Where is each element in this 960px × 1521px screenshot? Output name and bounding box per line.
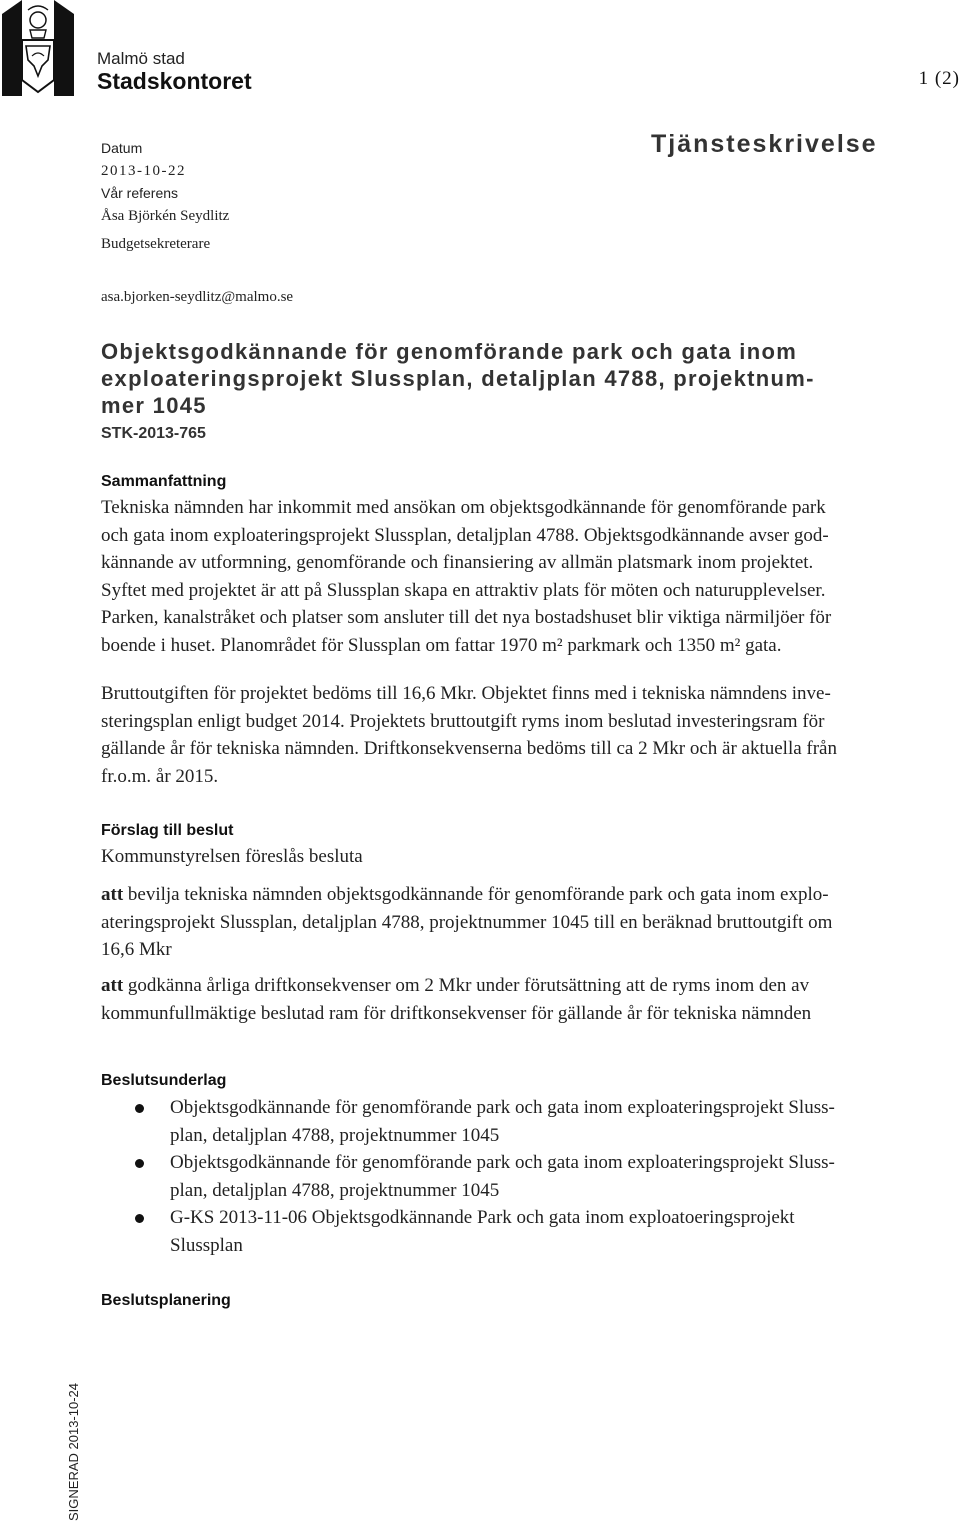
bullet-icon <box>135 1104 144 1113</box>
text-line: Bruttoutgiften för projektet bedöms till 16,6 Mkr. Objektet finns med i tekniska nämndens inve- <box>101 683 831 704</box>
text-line <box>101 972 960 1000</box>
date-value: 2013-10-22 <box>101 163 186 179</box>
reference-name: Åsa Björkén Seydlitz <box>101 208 230 224</box>
text-line <box>101 881 960 909</box>
text-line: Parken, kanalstråket och platser som ansluter till det nya bostadshuset blir viktiga närmiljöer för <box>101 607 832 628</box>
text-line: och gata inom exploateringsprojekt Slussplan, detaljplan 4788. Objektsgodkännande avser god- <box>101 524 829 546</box>
document-title <box>101 338 871 419</box>
title-line: Objektsgodkännande för genomförande park och gata inom <box>101 339 798 364</box>
malmo-crest-logo <box>2 0 74 96</box>
text-line: steringsplan enligt budget 2014. Projektets bruttoutgift ryms inom beslutad investeringsram för <box>101 710 825 732</box>
text-line: boende i huset. Planområdet för Slussplan om fattar 1970 m² parkmark och 1350 m² gata. <box>101 634 782 656</box>
list-item <box>101 1094 960 1149</box>
title-line: mer 1045 <box>101 393 207 418</box>
text-run: bevilja tekniska nämnden objektsgodkännande för genomförande park och gata inom explo- <box>123 884 829 905</box>
summary-paragraph-2 <box>101 680 960 790</box>
proposal-item-1 <box>101 881 960 964</box>
att-keyword: att <box>101 884 124 905</box>
text-line: kännande av utformning, genomförande och finansiering av allmän platsmark inom projektet. <box>101 552 814 573</box>
organization-unit: Stadskontoret <box>97 68 252 94</box>
case-number: STK-2013-765 <box>101 425 206 442</box>
proposal-heading: Förslag till beslut <box>101 822 234 839</box>
text-line: Slussplan <box>170 1234 243 1256</box>
text-line: gällande år för tekniska nämnden. Driftkonsekvenserna bedöms till ca 2 Mkr och är aktuella från <box>101 738 837 759</box>
text-line: fr.o.m. år 2015. <box>101 765 219 787</box>
planning-heading: Beslutsplanering <box>101 1292 231 1309</box>
text-line: Objektsgodkännande för genomförande park och gata inom exploateringsprojekt Sluss- <box>170 1097 835 1118</box>
text-line: Syftet med projektet är att på Slussplan skapa en attraktiv plats för möten och naturupplevelser. <box>101 579 826 601</box>
date-label: Datum <box>101 140 143 156</box>
reference-role: Budgetsekreterare <box>101 236 211 252</box>
summary-paragraph-1 <box>101 494 960 659</box>
basis-list <box>101 1094 960 1259</box>
text-line: G-KS 2013-11-06 Objektsgodkännande Park och gata inom exploatoeringsprojekt <box>170 1207 795 1228</box>
basis-heading: Beslutsunderlag <box>101 1072 227 1089</box>
list-item <box>101 1149 960 1204</box>
title-line: exploateringsprojekt Slussplan, detaljplan 4788, projektnum- <box>101 366 815 391</box>
page-number: 1 (2) <box>918 68 960 89</box>
text-line: kommunfullmäktige beslutad ram för driftkonsekvenser för gällande år för tekniska nämnden <box>101 1002 812 1024</box>
text-run: godkänna årliga driftkonsekvenser om 2 Mkr under förutsättning att de ryms inom den av <box>123 975 810 996</box>
text-line: Objektsgodkännande för genomförande park och gata inom exploateringsprojekt Sluss- <box>170 1152 835 1173</box>
organization-name: Malmö stad <box>97 49 185 68</box>
document-type: Tjänsteskrivelse <box>651 130 878 158</box>
text-line: Tekniska nämnden har inkommit med ansökan om objektsgodkännande för genomförande park <box>101 497 826 518</box>
reference-email[interactable]: asa.bjorken-seydlitz@malmo.se <box>101 289 294 305</box>
text-line: plan, detaljplan 4788, projektnummer 1045 <box>170 1179 500 1201</box>
signature-stamp <box>66 1366 90 1521</box>
text-line: 16,6 Mkr <box>101 939 172 960</box>
signature-stamp-text: SIGNERAD 2013-10-24 <box>66 1382 81 1521</box>
bullet-icon <box>135 1159 144 1168</box>
proposal-item-2 <box>101 972 960 1027</box>
summary-heading: Sammanfattning <box>101 473 227 490</box>
bullet-icon <box>135 1214 144 1223</box>
list-item <box>101 1204 960 1259</box>
att-keyword: att <box>101 975 124 996</box>
reference-label: Vår referens <box>101 185 179 201</box>
proposal-intro: Kommunstyrelsen föreslås besluta <box>101 846 363 867</box>
text-line: ateringsprojekt Slussplan, detaljplan 4788, projektnummer 1045 till en beräknad bruttoutgift om <box>101 911 833 933</box>
text-line: plan, detaljplan 4788, projektnummer 1045 <box>170 1124 500 1146</box>
